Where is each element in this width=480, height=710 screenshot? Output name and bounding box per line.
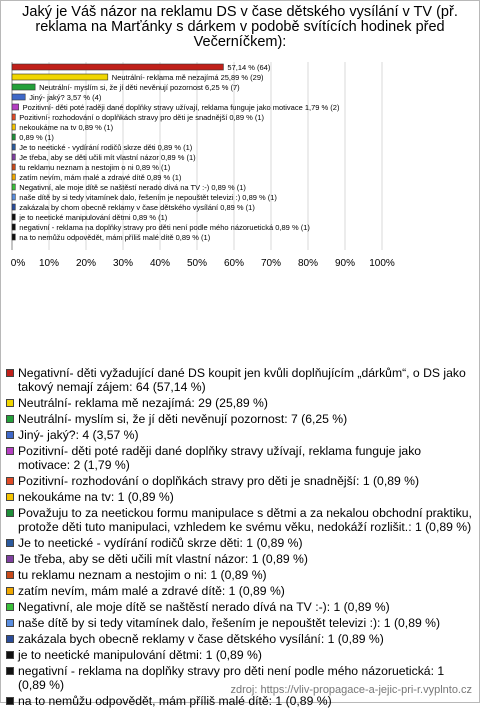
legend-label: zatím nevím, mám malé a zdravé dítě: 1 (0,89 %) bbox=[18, 584, 285, 598]
legend-swatch bbox=[6, 571, 14, 579]
legend-label: Negativní- děti vyžadující dané DS koupit jen kvůli doplňujícím „dárkům“, o DS jako takový nemají zájem: 64 (57,14 %) bbox=[18, 366, 466, 394]
legend-swatch bbox=[6, 603, 14, 611]
legend-label: negativní - reklama na doplňky stravy pro děti není podle mého názoruetická: 1 (0,89 %) bbox=[18, 664, 445, 692]
legend-swatch bbox=[6, 369, 14, 377]
x-tick-label: 30% bbox=[112, 258, 134, 269]
legend-label: Považuju to za neetickou formu manipulace s dětmi a za nekalou obchodní praktiku, protože děti tuto manipulaci, vzhledem ke svému věku, nedokáží rozlišit.: 1 (0,89 %) bbox=[18, 506, 472, 534]
legend-swatch bbox=[6, 415, 14, 423]
x-tick-label: 50% bbox=[186, 258, 208, 269]
x-tick-label: 70% bbox=[260, 258, 282, 269]
x-tick-label: 60% bbox=[223, 258, 245, 269]
legend-swatch bbox=[6, 651, 14, 659]
legend-label: tu reklamu neznam a nestojim o ni: 1 (0,89 %) bbox=[18, 568, 267, 582]
bar bbox=[12, 114, 15, 120]
bar bbox=[12, 84, 35, 90]
bar-label: 57,14 % (64) bbox=[227, 63, 271, 72]
x-tick-label: 0% bbox=[10, 258, 26, 269]
chart-title: Jaký je Váš názor na reklamu DS v čase dětského vysílání v TV (př. reklama na Marťánky s dárkem v podobě svítících hodinek před Večerníčkem): bbox=[22, 4, 458, 50]
bar bbox=[12, 214, 15, 220]
bar-label: naše dítě by si tedy vitamínek dalo, řešením je nepouštět televizi :) 0,89 % (1) bbox=[19, 193, 277, 202]
legend-label: je to neetické manipulování dětmi: 1 (0,89 %) bbox=[18, 648, 262, 662]
legend-swatch bbox=[6, 399, 14, 407]
legend-label: Jiný- jaký?: 4 (3,57 %) bbox=[18, 428, 139, 442]
legend-swatch bbox=[6, 539, 14, 547]
legend-item bbox=[6, 428, 474, 442]
bar bbox=[12, 94, 25, 100]
legend-swatch bbox=[6, 431, 14, 439]
legend-swatch bbox=[6, 477, 14, 485]
bar-label: Neutrální- reklama mě nezajímá 25,89 % (29) bbox=[111, 73, 264, 82]
bar-label: Neutrální- myslím si, že jí děti nevěnují pozornost 6,25 % (7) bbox=[39, 83, 240, 92]
legend-label: Je třeba, aby se děti učili mít vlastní názor: 1 (0,89 %) bbox=[18, 552, 308, 566]
legend-label: nekoukáme na tv: 1 (0,89 %) bbox=[18, 490, 174, 504]
legend-item bbox=[6, 444, 474, 472]
x-tick-label: 90% bbox=[334, 258, 356, 269]
bar-label: zatím nevím, mám malé a zdravé dítě 0,89 % (1) bbox=[19, 173, 182, 182]
legend-label: Pozitivní- děti poté raději dané doplňky stravy užívají, reklama funguje jako motivace: 2 (1,79 %) bbox=[18, 444, 422, 472]
bar-label: je to neetické manipulování dětmi 0,89 % (1) bbox=[19, 213, 168, 222]
bar-label: Jiný- jaký? 3,57 % (4) bbox=[29, 93, 102, 102]
legend-swatch bbox=[6, 587, 14, 595]
legend-swatch bbox=[6, 635, 14, 643]
legend-item bbox=[6, 552, 474, 566]
legend-label: Je to neetické - vydírání rodičů skrze děti: 1 (0,89 %) bbox=[18, 536, 303, 550]
legend-item bbox=[6, 412, 474, 426]
x-tick-label: 100% bbox=[369, 258, 395, 269]
legend-item bbox=[6, 536, 474, 550]
legend-item bbox=[6, 584, 474, 598]
legend-label: Negativní, ale moje dítě se naštěstí nerado dívá na TV :-): 1 (0,89 %) bbox=[18, 600, 390, 614]
legend-item bbox=[6, 648, 474, 662]
bar bbox=[12, 174, 15, 180]
bar bbox=[12, 124, 15, 130]
bar-label: 0,89 % (1) bbox=[19, 133, 54, 142]
bar-label: zakázala by chom obecně reklamy v čase dětského vysílání 0,89 % (1) bbox=[19, 203, 255, 212]
legend-item bbox=[6, 616, 474, 630]
x-tick-label: 10% bbox=[38, 258, 60, 269]
bar bbox=[12, 64, 223, 70]
bar-label: Negativní, ale moje dítě se naštěstí neradо dívá na TV :-) 0,89 % (1) bbox=[19, 183, 246, 192]
x-tick-label: 20% bbox=[75, 258, 97, 269]
legend-swatch bbox=[6, 509, 14, 517]
bar bbox=[12, 234, 15, 240]
legend-label: Neutrální- reklama mě nezajímá: 29 (25,89 %) bbox=[18, 396, 268, 410]
bar bbox=[12, 204, 15, 210]
legend-item bbox=[6, 600, 474, 614]
bar-label: tu reklamu neznam a nestojim o ni 0,89 % (1) bbox=[19, 163, 171, 172]
legend-swatch bbox=[6, 447, 14, 455]
bar bbox=[12, 74, 108, 80]
legend-item bbox=[6, 366, 474, 394]
bar bbox=[12, 224, 15, 230]
legend-item bbox=[6, 506, 474, 534]
bar-label: Je to neetické - vydírání rodičů skrze děti 0,89 % (1) bbox=[19, 143, 193, 152]
legend-swatch bbox=[6, 697, 14, 705]
bar bbox=[12, 134, 15, 140]
legend-label: Neutrální- myslím si, že jí děti nevěnují pozornost: 7 (6,25 %) bbox=[18, 412, 348, 426]
bar bbox=[12, 164, 15, 170]
legend-label: na to nemůžu odpovědět, mám příliš malé dítě: 1 (0,89 %) bbox=[18, 694, 332, 708]
x-tick-label: 80% bbox=[297, 258, 319, 269]
bar bbox=[12, 104, 19, 110]
legend-item bbox=[6, 474, 474, 488]
bar-label: negativní - reklama na doplňky stravy pro děti není podle mého názoruetická 0,89 % (1) bbox=[19, 223, 310, 232]
legend-swatch bbox=[6, 493, 14, 501]
legend-swatch bbox=[6, 619, 14, 627]
legend-swatch bbox=[6, 667, 14, 675]
x-tick-label: 40% bbox=[149, 258, 171, 269]
legend-label: Pozitivní- rozhodování o doplňkách stravy pro děti je snadnější: 1 (0,89 %) bbox=[18, 474, 420, 488]
legend-item bbox=[6, 396, 474, 410]
legend-item bbox=[6, 694, 474, 708]
source-text: zdroj: https://vliv-propagace-a-jejic-pri-r.vyplnto.cz bbox=[230, 684, 472, 696]
bar bbox=[12, 184, 15, 190]
legend-item bbox=[6, 490, 474, 504]
bar-label: nekoukáme na tv 0,89 % (1) bbox=[19, 123, 114, 132]
bar bbox=[12, 144, 15, 150]
bar-label: na to nemůžu odpovědět, mám příliš malé dítě 0,89 % (1) bbox=[19, 233, 211, 242]
legend-swatch bbox=[6, 555, 14, 563]
legend-label: naše dítě by si tedy vitamínek dalo, řešením je nepouštět televizi :): 1 (0,89 %) bbox=[18, 616, 441, 630]
bar-label: Pozitivní- rozhodování o doplňkách stravy pro děti je snadnější 0,89 % (1) bbox=[19, 113, 265, 122]
legend-item bbox=[6, 632, 474, 646]
bar-label: Pozitivní- děti poté raději dané doplňky stravy užívají, reklama funguje jako motivace 1,79 % (2) bbox=[22, 103, 340, 112]
bar-label: Je třeba, aby se děti učili mít vlastní názor 0,89 % (1) bbox=[19, 153, 196, 162]
legend-label: zakázala bych obecně reklamy v čase dětského vysílání: 1 (0,89 %) bbox=[18, 632, 384, 646]
bar bbox=[12, 194, 15, 200]
legend bbox=[6, 366, 474, 710]
legend-item bbox=[6, 568, 474, 582]
bar bbox=[12, 154, 15, 160]
